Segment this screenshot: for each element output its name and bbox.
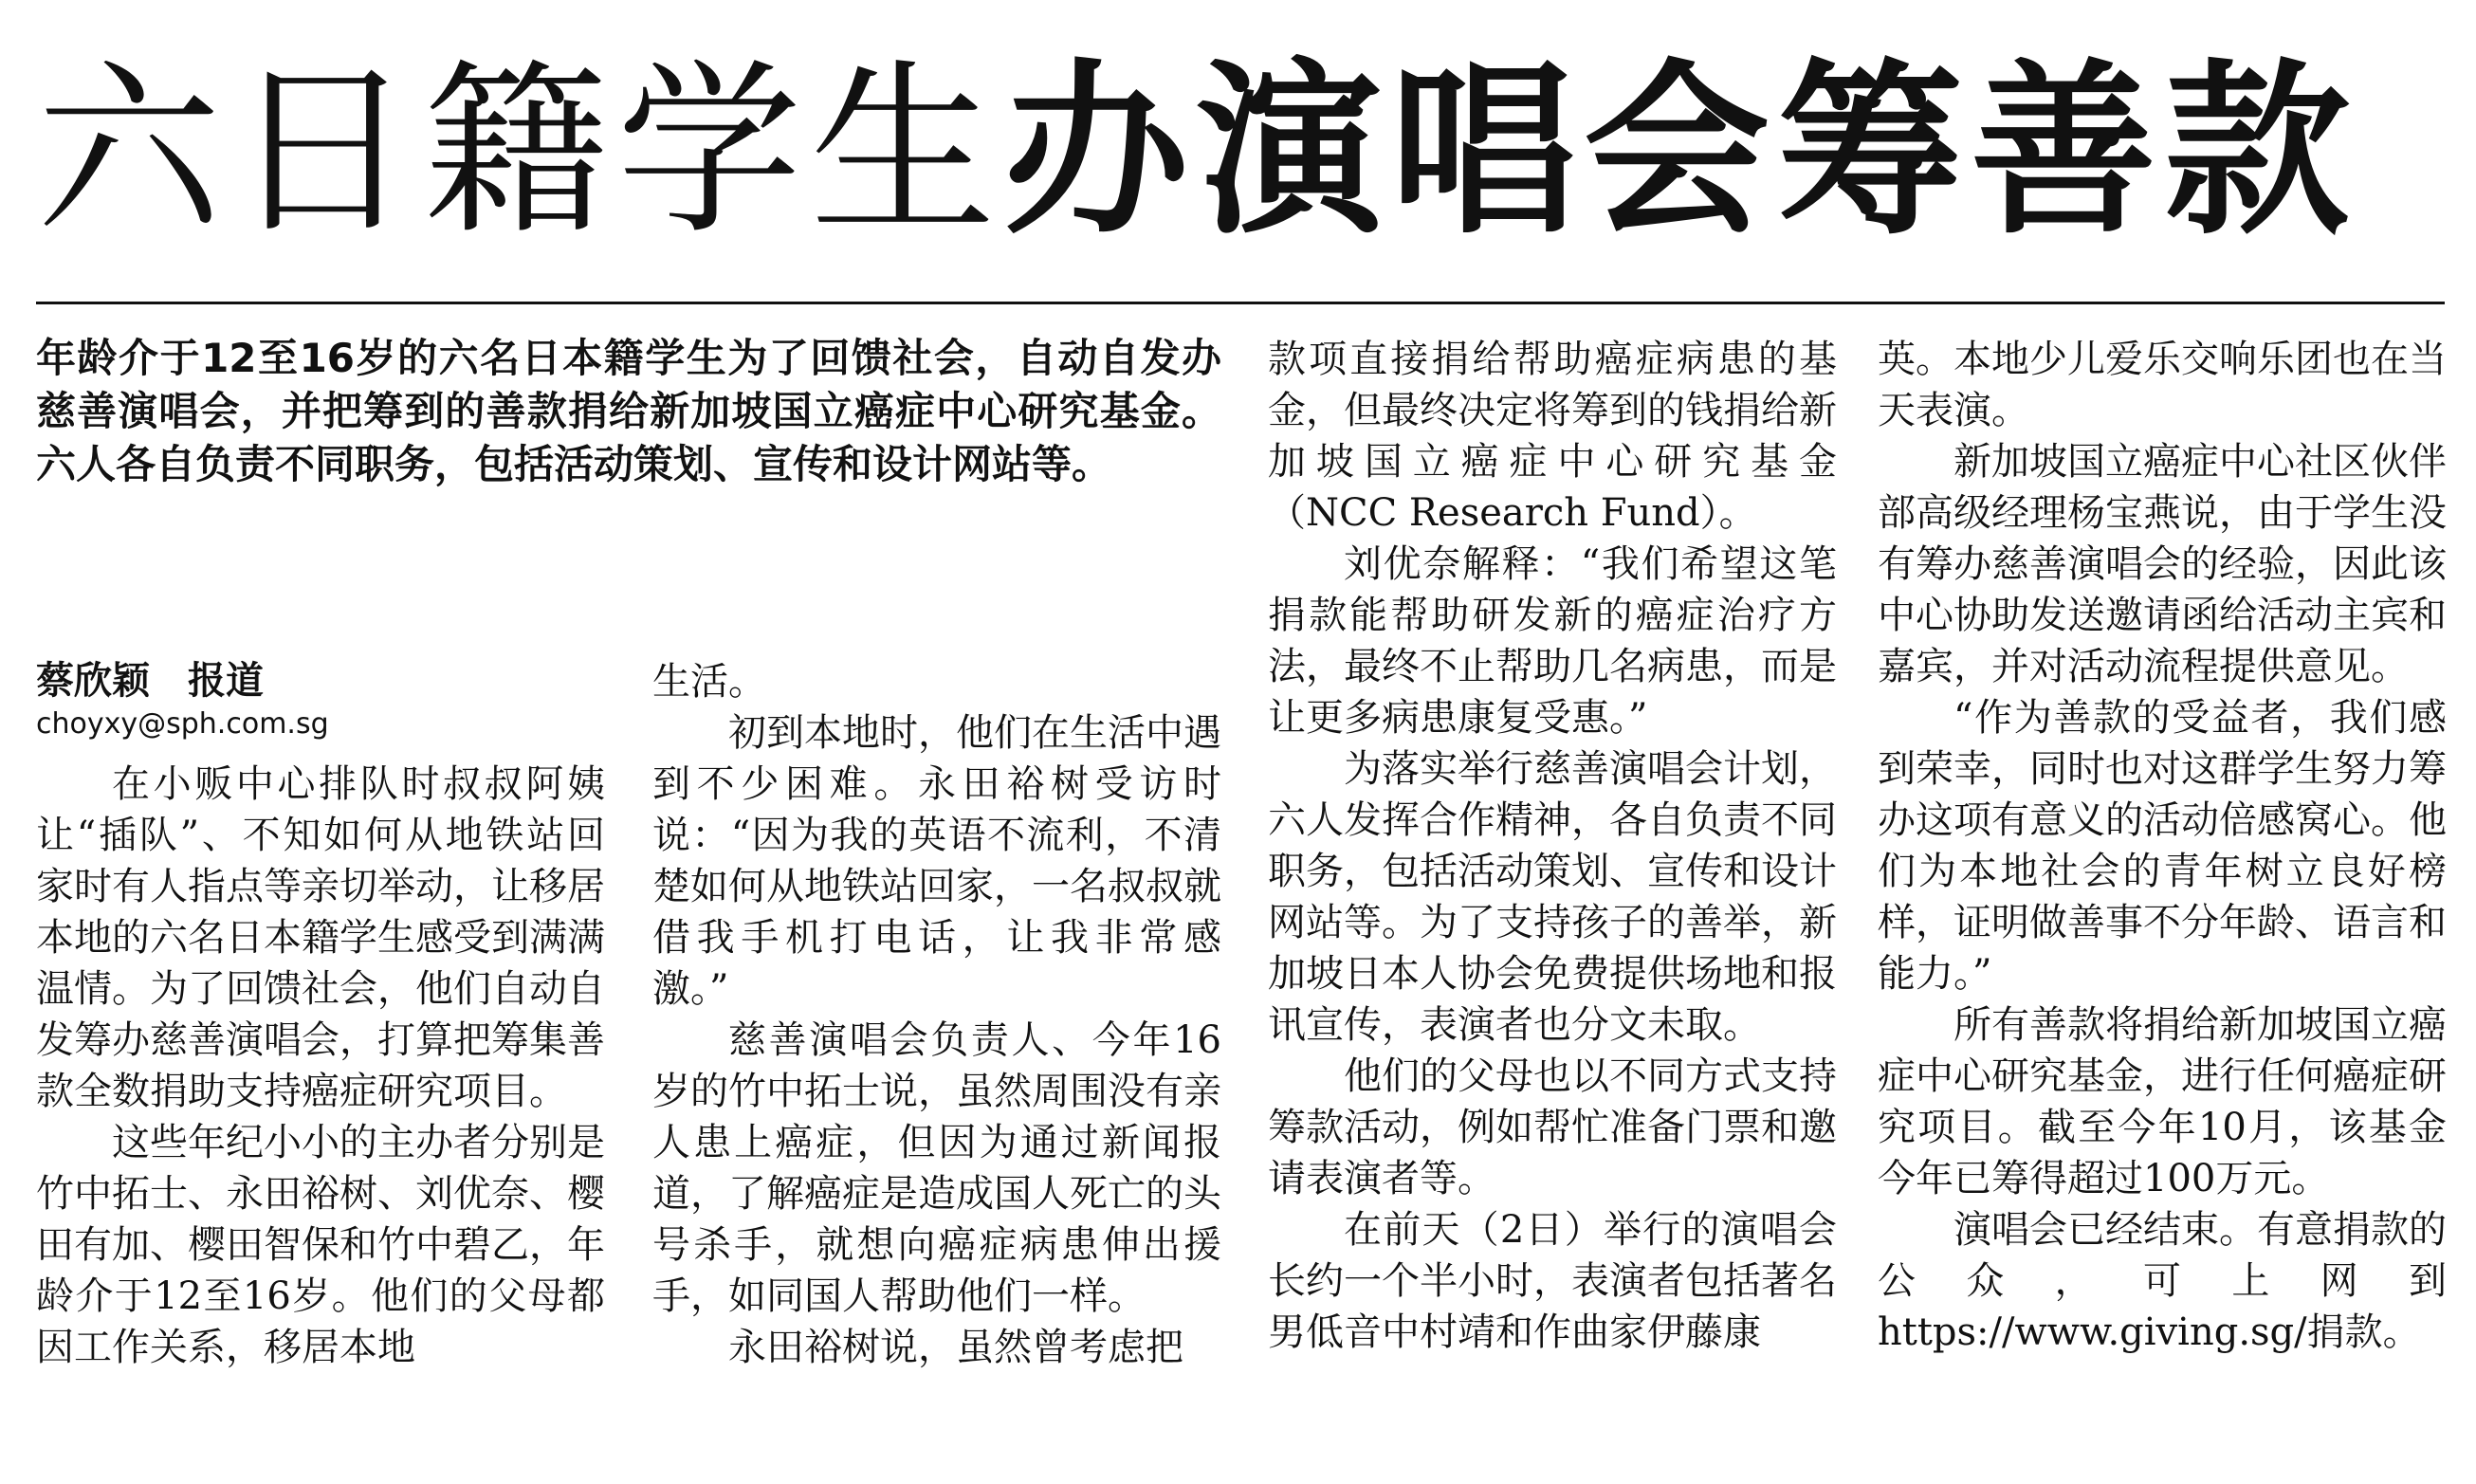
column-4-paragraph: 英。本地少儿爱乐交响乐团也在当天表演。 [1878,338,2447,432]
column-4-paragraph: 演唱会已经结束。有意捐款的公众，可上网到https://www.giving.sg/捐款。 [1878,1208,2447,1354]
headline [36,38,2464,266]
column-3-paragraph: 刘优奈解释：“我们希望这笔捐款能帮助研发新的癌症治疗方法，最终不止帮助几名病患，而是让更多病患康复受惠。” [1268,542,1837,740]
lede-paragraph: 年龄介于12至16岁的六名日本籍学生为了回馈社会，自动自发办慈善演唱会，并把筹到的善款捐给新加坡国立癌症中心研究基金。六人各自负责不同职务，包括活动策划、宣传和设计网站等。 [36,335,1221,487]
column-4-paragraph: “作为善款的受益者，我们感到荣幸，同时也对这群学生努力筹办这项有意义的活动倍感窝心。他们为本地社会的青年树立良好榜样，证明做善事不分年龄、语言和能力。” [1878,696,2447,996]
column-2-paragraph: 慈善演唱会负责人、今年16岁的竹中拓士说，虽然周围没有亲人患上癌症，但因为通过新闻报道，了解癌症是造成国人死亡的头号杀手，就想向癌症病患伸出援手，如同国人帮助他们一样。 [652,1018,1221,1318]
byline-email: choyxy@sph.com.sg [36,707,329,741]
column-4 [1878,334,2447,1358]
column-1-paragraph: 这些年纪小小的主办者分别是竹中拓士、永田裕树、刘优奈、樱田有加、樱田智保和竹中碧乙，年龄介于12至16岁。他们的父母都因工作关系，移居本地 [36,1121,605,1369]
headline-part-1: 六日籍学生 [36,44,1004,260]
column-2-paragraph: 初到本地时，他们在生活中遇到不少困难。永田裕树受访时说：“因为我的英语不流利，不清楚如何从地铁站回家，一名叔叔就借我手机打电话，让我非常感激。” [652,711,1221,1011]
column-4-paragraph: 新加坡国立癌症中心社区伙伴部高级经理杨宝燕说，由于学生没有筹办慈善演唱会的经验，因此该中心协助发送邀请函给活动主宾和嘉宾，并对活动流程提供意见。 [1878,440,2447,688]
byline [36,656,605,743]
column-2 [652,656,1221,1373]
column-3-paragraph: 他们的父母也以不同方式支持筹款活动，例如帮忙准备门票和邀请表演者等。 [1268,1054,1837,1200]
byline-author: 蔡欣颖 报道 [36,659,264,703]
column-4-paragraph: 所有善款将捐给新加坡国立癌症中心研究基金，进行任何癌症研究项目。截至今年10月，该基金今年已筹得超过100万元。 [1878,1003,2447,1200]
column-3 [1268,334,1837,1358]
column-3-paragraph: 在前天（2日）举行的演唱会长约一个半小时，表演者包括著名男低音中村靖和作曲家伊藤康 [1268,1208,1837,1354]
column-2-paragraph: 生活。 [652,660,766,704]
column-3-paragraph: 款项直接捐给帮助癌症病患的基金，但最终决定将筹到的钱捐给新加坡国立癌症中心研究基金（NCC Research Fund）。 [1268,338,1837,535]
column-2-paragraph: 永田裕树说，虽然曾考虑把 [728,1326,1183,1369]
headline-rule [36,302,2445,304]
column-1-paragraph: 在小贩中心排队时叔叔阿姨让“插队”、不知如何从地铁站回家时有人指点等亲切举动，让移居本地的六名日本籍学生感受到满满温情。为了回馈社会，他们自动自发筹办慈善演唱会，打算把筹集善款全数捐助支持癌症研究项目。 [36,762,605,1113]
column-1 [36,759,605,1373]
headline-part-2: 办演唱会筹善款 [1003,44,2358,260]
column-3-paragraph: 为落实举行慈善演唱会计划，六人发挥合作精神，各自负责不同职务，包括活动策划、宣传和设计网站等。为了支持孩子的善举，新加坡日本人协会免费提供场地和报讯宣传，表演者也分文未取。 [1268,747,1837,1047]
